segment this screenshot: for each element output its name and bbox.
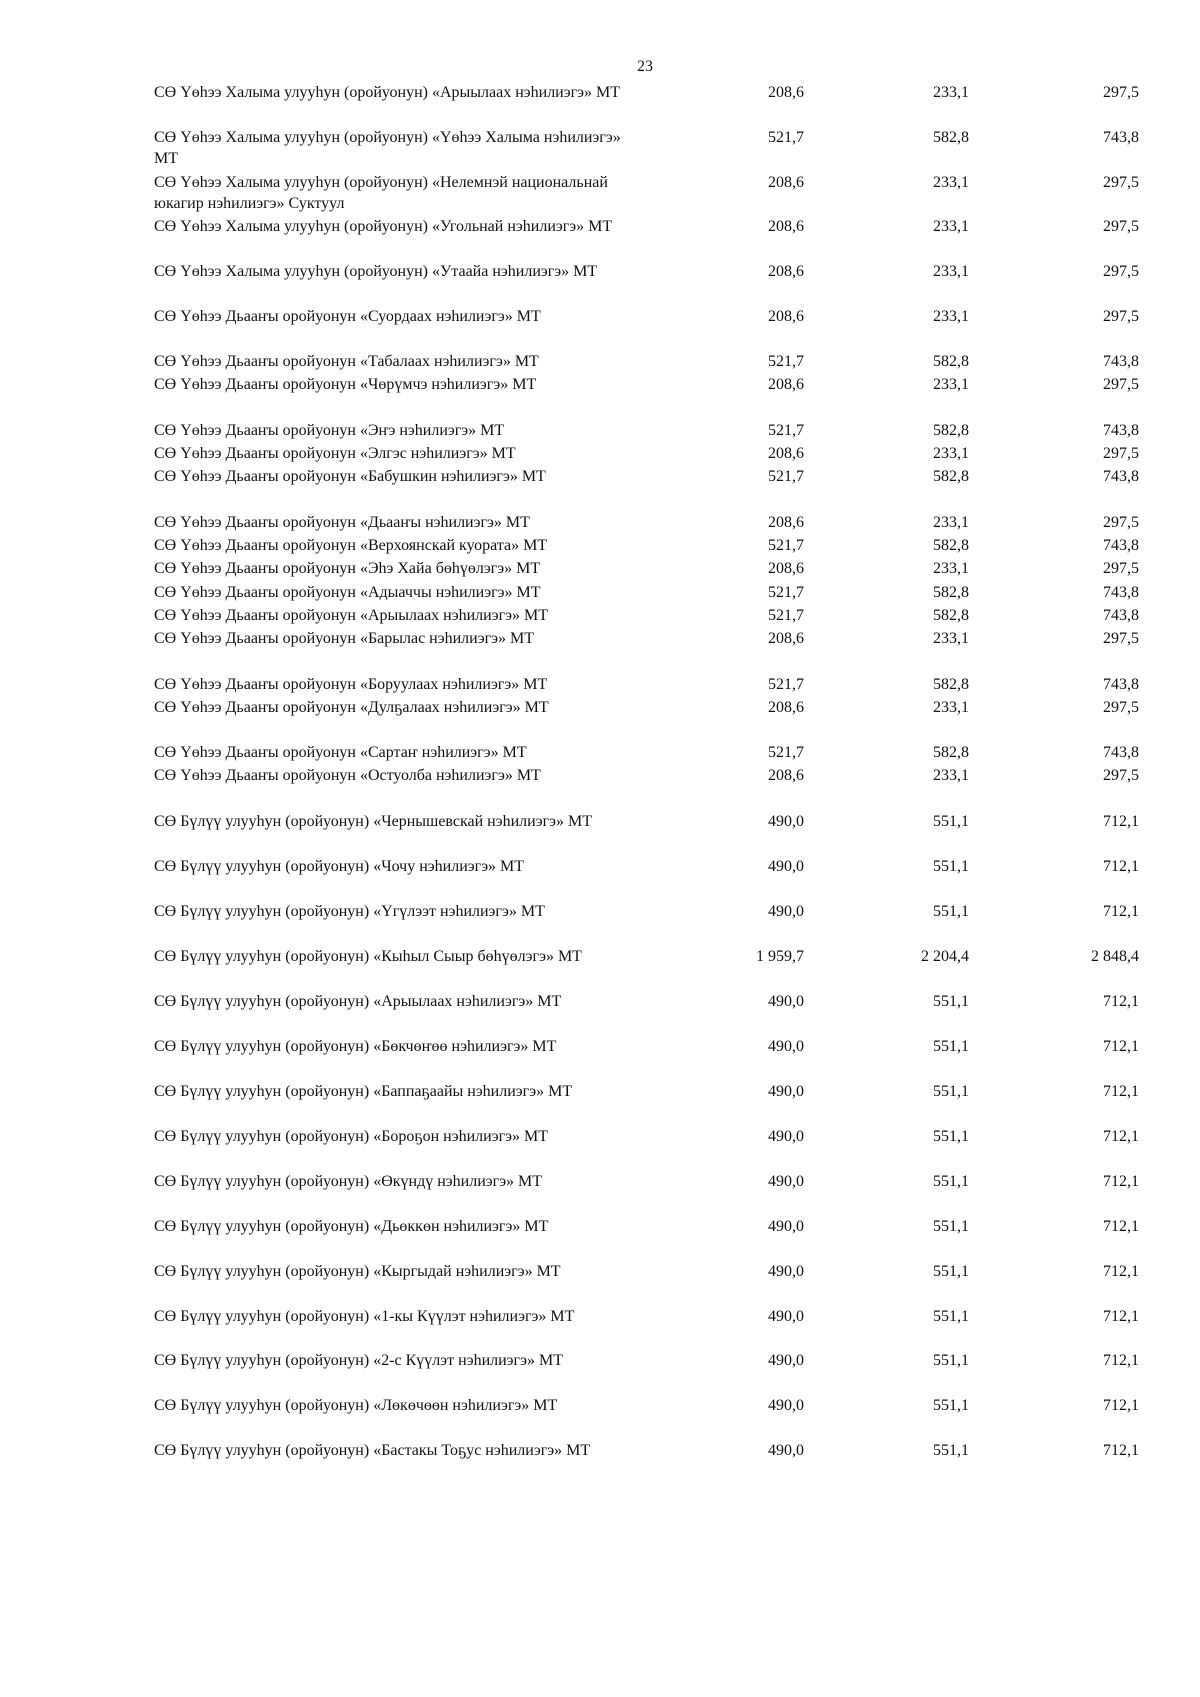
value-cell: 551,1: [933, 903, 969, 920]
row-name: СӨ Үөһээ Халыма улууһун (оройуонун) «Утаайа нэһилиэгэ» МТ: [154, 263, 598, 280]
value-cell: 743,8: [1103, 537, 1139, 554]
value-cell: 233,1: [933, 84, 969, 101]
value-cell: 297,5: [1103, 376, 1139, 393]
value-cell: 521,7: [768, 353, 804, 370]
value-cell: 490,0: [768, 1352, 804, 1369]
row-name: СӨ Үөһээ Халыма улууһун (оройуонун) «Угольнай нэһилиэгэ» МТ: [154, 218, 613, 235]
value-cell: 208,6: [768, 174, 804, 191]
row-name: СӨ Үөһээ Дьааҥы оройуонун «Дулҕалаах нэһилиэгэ» МТ: [154, 699, 549, 716]
value-cell: 297,5: [1103, 767, 1139, 784]
row-name: СӨ Үөһээ Дьааҥы оройуонун «Суордаах нэһилиэгэ» МТ: [154, 308, 541, 325]
row-name: СӨ Үөһээ Дьааҥы оройуонун «Элгэс нэһилиэгэ» МТ: [154, 445, 516, 462]
value-cell: 712,1: [1103, 903, 1139, 920]
value-cell: 208,6: [768, 308, 804, 325]
row-name: СӨ Үөһээ Халыма улууһун (оройуонун) «Үөһээ Халыма нэһилиэгэ» МТ: [154, 129, 621, 167]
value-cell: 551,1: [933, 1442, 969, 1459]
row-name: СӨ Бүлүү улууһун (оройуонун) «Үгүлээт нэһилиэгэ» МТ: [154, 903, 545, 920]
value-cell: 551,1: [933, 1352, 969, 1369]
row-name: СӨ Үөһээ Дьааҥы оройуонун «Бабушкин нэһилиэгэ» МТ: [154, 468, 546, 485]
value-cell: 233,1: [933, 263, 969, 280]
value-cell: 712,1: [1103, 1128, 1139, 1145]
row-name: СӨ Үөһээ Дьааҥы оройуонун «Сартаҥ нэһилиэгэ» МТ: [154, 744, 527, 761]
value-cell: 521,7: [768, 468, 804, 485]
value-cell: 743,8: [1103, 468, 1139, 485]
row-name: СӨ Үөһээ Дьааҥы оройуонун «Арыылаах нэһилиэгэ» МТ: [154, 607, 549, 624]
value-cell: 297,5: [1103, 514, 1139, 531]
value-cell: 233,1: [933, 560, 969, 577]
value-cell: 521,7: [768, 422, 804, 439]
value-cell: 712,1: [1103, 813, 1139, 830]
value-cell: 551,1: [933, 858, 969, 875]
row-name: СӨ Бүлүү улууһун (оройуонун) «Кыһыл Сыыр бөһүөлэгэ» МТ: [154, 948, 582, 965]
value-cell: 551,1: [933, 1218, 969, 1235]
value-cell: 551,1: [933, 993, 969, 1010]
row-name: СӨ Бүлүү улууһун (оройуонун) «Бөкчөҥөө нэһилиэгэ» МТ: [154, 1038, 557, 1055]
value-cell: 712,1: [1103, 1083, 1139, 1100]
row-name: СӨ Үөһээ Дьааҥы оройуонун «Верхоянскай куората» МТ: [154, 537, 548, 554]
value-cell: 712,1: [1103, 1442, 1139, 1459]
row-name: СӨ Бүлүү улууһун (оройуонун) «Дьөккөн нэһилиэгэ» МТ: [154, 1218, 549, 1235]
value-cell: 490,0: [768, 1308, 804, 1325]
value-cell: 208,6: [768, 560, 804, 577]
value-cell: 490,0: [768, 993, 804, 1010]
row-name: СӨ Бүлүү улууһун (оройуонун) «Баппаҕаайы нэһилиэгэ» МТ: [154, 1083, 573, 1100]
value-cell: 297,5: [1103, 84, 1139, 101]
row-name: СӨ Бүлүү улууһун (оройуонун) «Кыргыдай нэһилиэгэ» МТ: [154, 1263, 561, 1280]
value-cell: 233,1: [933, 445, 969, 462]
value-cell: 551,1: [933, 1083, 969, 1100]
value-cell: 712,1: [1103, 1218, 1139, 1235]
value-cell: 551,1: [933, 1128, 969, 1145]
row-name: СӨ Үөһээ Дьааҥы оройуонун «Остуолба нэһилиэгэ» МТ: [154, 767, 541, 784]
row-name: СӨ Үөһээ Дьааҥы оройуонун «Дьааҥы нэһилиэгэ» МТ: [154, 514, 530, 531]
value-cell: 743,8: [1103, 584, 1139, 601]
value-cell: 297,5: [1103, 560, 1139, 577]
value-cell: 582,8: [933, 129, 969, 146]
row-name: СӨ Бүлүү улууһун (оройуонун) «Чернышевскай нэһилиэгэ» МТ: [154, 813, 593, 830]
value-cell: 297,5: [1103, 263, 1139, 280]
value-cell: 743,8: [1103, 353, 1139, 370]
value-cell: 551,1: [933, 813, 969, 830]
value-cell: 208,6: [768, 263, 804, 280]
value-cell: 297,5: [1103, 445, 1139, 462]
value-cell: 2 848,4: [1091, 948, 1139, 965]
value-cell: 712,1: [1103, 993, 1139, 1010]
row-name: СӨ Бүлүү улууһун (оройуонун) «Арыылаах нэһилиэгэ» МТ: [154, 993, 562, 1010]
page-number: 23: [637, 58, 653, 75]
row-name: СӨ Үөһээ Дьааҥы оройуонун «Барылас нэһилиэгэ» МТ: [154, 630, 534, 647]
value-cell: 521,7: [768, 584, 804, 601]
row-name: СӨ Үөһээ Дьааҥы оройуонун «Эһэ Хайа бөһүөлэгэ» МТ: [154, 560, 541, 577]
value-cell: 490,0: [768, 903, 804, 920]
value-cell: 1 959,7: [756, 948, 804, 965]
value-cell: 297,5: [1103, 174, 1139, 191]
value-cell: 551,1: [933, 1397, 969, 1414]
row-name: СӨ Үөһээ Дьааҥы оройуонун «Эҥэ нэһилиэгэ» МТ: [154, 422, 505, 439]
value-cell: 712,1: [1103, 1397, 1139, 1414]
value-cell: 712,1: [1103, 1352, 1139, 1369]
value-cell: 490,0: [768, 858, 804, 875]
value-cell: 712,1: [1103, 1308, 1139, 1325]
row-name: СӨ Үөһээ Халыма улууһун (оройуонун) «Арыылаах нэһилиэгэ» МТ: [154, 84, 621, 101]
value-cell: 490,0: [768, 1442, 804, 1459]
value-cell: 712,1: [1103, 1173, 1139, 1190]
value-cell: 582,8: [933, 422, 969, 439]
value-cell: 582,8: [933, 537, 969, 554]
row-name: СӨ Үөһээ Халыма улууһун (оройуонун) «Нелемнэй национальнай юкагир нэһилиэгэ» Суктуул: [154, 174, 608, 212]
value-cell: 208,6: [768, 699, 804, 716]
value-cell: 233,1: [933, 699, 969, 716]
row-name: СӨ Үөһээ Дьааҥы оройуонун «Адыаччы нэһилиэгэ» МТ: [154, 584, 541, 601]
value-cell: 208,6: [768, 630, 804, 647]
value-cell: 490,0: [768, 1397, 804, 1414]
value-cell: 743,8: [1103, 676, 1139, 693]
value-cell: 208,6: [768, 514, 804, 531]
row-name: СӨ Бүлүү улууһун (оройуонун) «Өкүндү нэһилиэгэ» МТ: [154, 1173, 543, 1190]
row-name: СӨ Бүлүү улууһун (оройуонун) «2-с Күүлэт нэһилиэгэ» МТ: [154, 1352, 563, 1369]
value-cell: 551,1: [933, 1173, 969, 1190]
value-cell: 208,6: [768, 445, 804, 462]
row-name: СӨ Үөһээ Дьааҥы оройуонун «Боруулаах нэһилиэгэ» МТ: [154, 676, 548, 693]
value-cell: 208,6: [768, 84, 804, 101]
value-cell: 233,1: [933, 630, 969, 647]
value-cell: 233,1: [933, 767, 969, 784]
value-cell: 297,5: [1103, 308, 1139, 325]
value-cell: 712,1: [1103, 858, 1139, 875]
value-cell: 743,8: [1103, 744, 1139, 761]
value-cell: 233,1: [933, 174, 969, 191]
value-cell: 208,6: [768, 218, 804, 235]
row-name: СӨ Үөһээ Дьааҥы оройуонун «Табалаах нэһилиэгэ» МТ: [154, 353, 539, 370]
value-cell: 233,1: [933, 376, 969, 393]
value-cell: 490,0: [768, 813, 804, 830]
value-cell: 743,8: [1103, 422, 1139, 439]
value-cell: 743,8: [1103, 129, 1139, 146]
value-cell: 490,0: [768, 1083, 804, 1100]
row-name: СӨ Бүлүү улууһун (оройуонун) «Бастакы Тоҕус нэһилиэгэ» МТ: [154, 1442, 591, 1459]
value-cell: 582,8: [933, 353, 969, 370]
value-cell: 551,1: [933, 1308, 969, 1325]
row-name: СӨ Бүлүү улууһун (оройуонун) «Чочу нэһилиэгэ» МТ: [154, 858, 525, 875]
value-cell: 233,1: [933, 514, 969, 531]
value-cell: 490,0: [768, 1038, 804, 1055]
value-cell: 551,1: [933, 1038, 969, 1055]
value-cell: 582,8: [933, 744, 969, 761]
value-cell: 521,7: [768, 537, 804, 554]
value-cell: 712,1: [1103, 1038, 1139, 1055]
row-name: СӨ Бүлүү улууһун (оройуонун) «Лөкөчөөн нэһилиэгэ» МТ: [154, 1397, 558, 1414]
value-cell: 208,6: [768, 767, 804, 784]
value-cell: 297,5: [1103, 630, 1139, 647]
value-cell: 582,8: [933, 468, 969, 485]
row-name: СӨ Бүлүү улууһун (оройуонун) «1-кы Күүлэт нэһилиэгэ» МТ: [154, 1308, 575, 1325]
value-cell: 551,1: [933, 1263, 969, 1280]
value-cell: 490,0: [768, 1263, 804, 1280]
row-name: СӨ Бүлүү улууһун (оройуонун) «Бороҕон нэһилиэгэ» МТ: [154, 1128, 549, 1145]
value-cell: 208,6: [768, 376, 804, 393]
value-cell: 2 204,4: [921, 948, 969, 965]
row-name: СӨ Үөһээ Дьааҥы оройуонун «Чөрүмчэ нэһилиэгэ» МТ: [154, 376, 537, 393]
value-cell: 582,8: [933, 607, 969, 624]
value-cell: 582,8: [933, 676, 969, 693]
value-cell: 743,8: [1103, 607, 1139, 624]
value-cell: 297,5: [1103, 218, 1139, 235]
value-cell: 297,5: [1103, 699, 1139, 716]
value-cell: 490,0: [768, 1218, 804, 1235]
value-cell: 582,8: [933, 584, 969, 601]
value-cell: 521,7: [768, 607, 804, 624]
value-cell: 521,7: [768, 744, 804, 761]
value-cell: 712,1: [1103, 1263, 1139, 1280]
value-cell: 233,1: [933, 218, 969, 235]
value-cell: 521,7: [768, 129, 804, 146]
value-cell: 521,7: [768, 676, 804, 693]
value-cell: 490,0: [768, 1128, 804, 1145]
value-cell: 490,0: [768, 1173, 804, 1190]
value-cell: 233,1: [933, 308, 969, 325]
